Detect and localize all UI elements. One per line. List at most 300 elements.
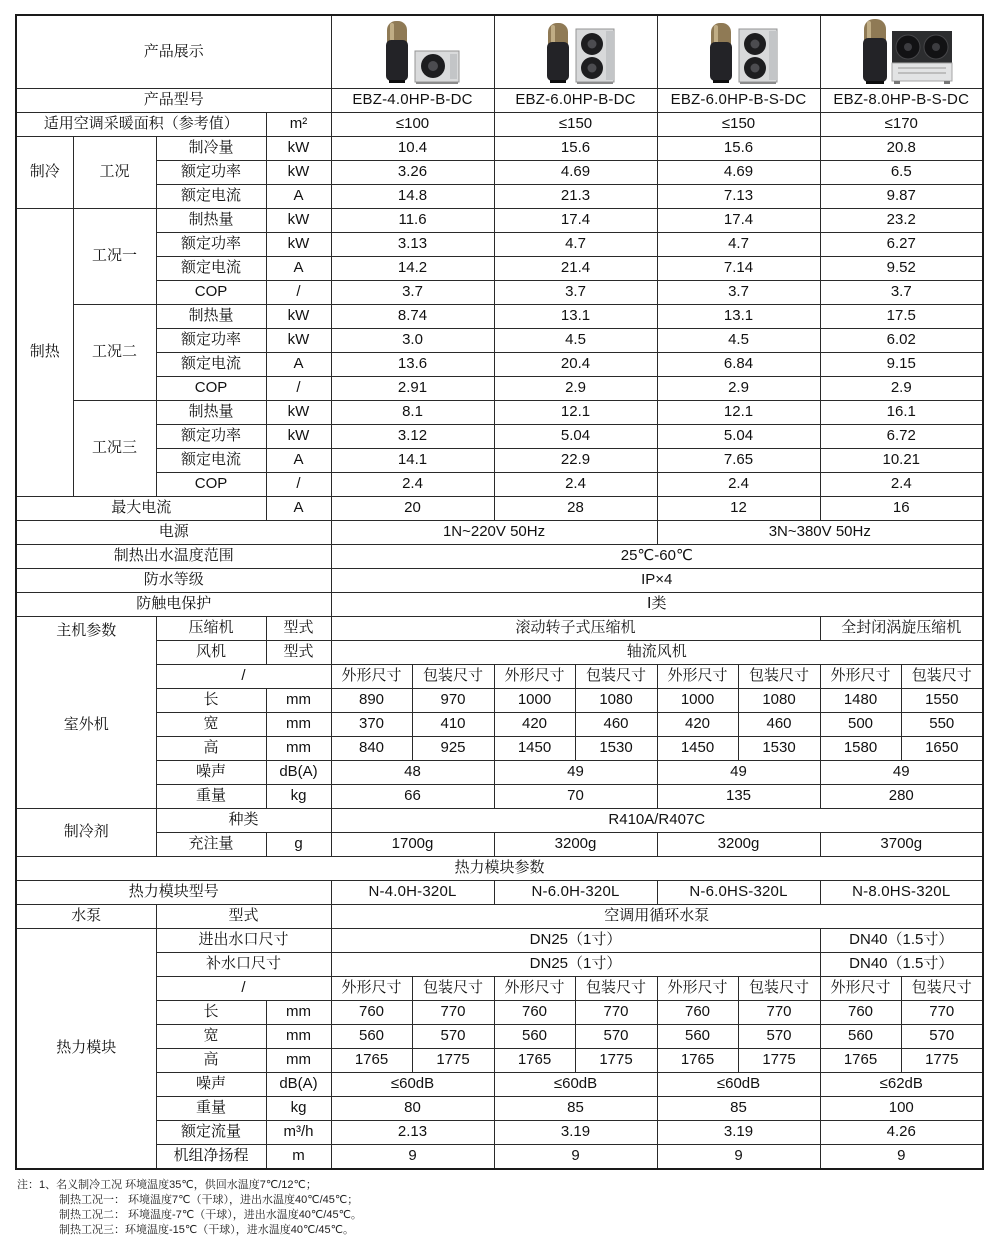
spec-value: 3.13 (331, 233, 494, 257)
table-row (16, 1025, 983, 1049)
spec-value: 9.52 (820, 257, 983, 281)
compressor-type-value: 滚动转子式压缩机 (331, 617, 820, 641)
spec-value: 20 (331, 497, 494, 521)
dim-value: 770 (901, 1001, 983, 1025)
refill-size-value-2: DN40（1.5寸） (820, 953, 983, 977)
dim-value: 1775 (575, 1049, 657, 1073)
table-row (16, 89, 983, 113)
compressor-type-label: 型式 (266, 617, 331, 641)
table-row (16, 113, 983, 137)
table-row (16, 785, 983, 809)
dim-header: 外形尺寸 (494, 665, 575, 689)
spec-unit: kW (266, 305, 331, 329)
table-row (16, 1097, 983, 1121)
spec-unit: mm (266, 1025, 331, 1049)
spec-unit: mm (266, 1001, 331, 1025)
spec-name: COP (156, 281, 266, 305)
product-spec-table (15, 14, 984, 1170)
net-head-label: 机组净扬程 (156, 1145, 266, 1170)
table-row (16, 161, 983, 185)
spec-name: 额定功率 (156, 329, 266, 353)
shock-protection-label: 防触电保护 (16, 593, 331, 617)
max-current-label: 最大电流 (16, 497, 266, 521)
cooling-condition-label: 工况 (73, 137, 156, 209)
note-line: 制热工况三：环境温度-15℃（干球），进水温度40℃/45℃。 (59, 1224, 354, 1236)
spec-unit: mm (266, 737, 331, 761)
dim-value: 1765 (494, 1049, 575, 1073)
table-row (16, 473, 983, 497)
heating-area-label: 适用空调采暖面积（参考值） (16, 113, 266, 137)
spec-name: 长 (156, 689, 266, 713)
spec-value: 2.9 (494, 377, 657, 401)
spec-value: 13.1 (657, 305, 820, 329)
spec-value: 85 (494, 1097, 657, 1121)
dim-value: 1765 (820, 1049, 901, 1073)
product-photo-tank-and-tall-outdoor-unit (516, 19, 636, 85)
table-row (16, 545, 983, 569)
table-row (16, 1121, 983, 1145)
spec-value: 8.1 (331, 401, 494, 425)
heating-area-value: ≤150 (494, 113, 657, 137)
dim-value: 770 (575, 1001, 657, 1025)
table-row (16, 929, 983, 953)
table-row (16, 353, 983, 377)
dim-value: 570 (738, 1025, 820, 1049)
dim-value: 1775 (901, 1049, 983, 1073)
spec-value: 14.1 (331, 449, 494, 473)
spec-value: 9 (331, 1145, 494, 1170)
fan-type-value: 轴流风机 (331, 641, 983, 665)
heating-area-unit: m² (266, 113, 331, 137)
noise-unit: dB(A) (266, 1073, 331, 1097)
thermal-model-label: 热力模块型号 (16, 881, 331, 905)
spec-value: 7.13 (657, 185, 820, 209)
pump-type-label: 型式 (156, 905, 331, 929)
table-row (16, 137, 983, 161)
spec-unit: kW (266, 137, 331, 161)
spec-value: 15.6 (494, 137, 657, 161)
spec-value: 6.02 (820, 329, 983, 353)
spec-value: 7.14 (657, 257, 820, 281)
fan-type-label: 型式 (266, 641, 331, 665)
refill-size-label: 补水口尺寸 (156, 953, 331, 977)
table-row (16, 257, 983, 281)
spec-value: ≤60dB (331, 1073, 494, 1097)
spec-value: 3.0 (331, 329, 494, 353)
product-photo-tank-and-compact-outdoor-unit (353, 19, 473, 85)
spec-unit: / (266, 377, 331, 401)
spec-value: 3700g (820, 833, 983, 857)
dim-value: 925 (412, 737, 494, 761)
dim-header: 包装尺寸 (738, 977, 820, 1001)
spec-name: COP (156, 377, 266, 401)
fan-label: 风机 (156, 641, 266, 665)
heating-condition-1-label: 工况一 (73, 209, 156, 305)
dim-header: 外形尺寸 (820, 977, 901, 1001)
spec-name: 额定功率 (156, 161, 266, 185)
spec-value: 100 (820, 1097, 983, 1121)
dim-value: 1775 (412, 1049, 494, 1073)
dim-value: 1000 (494, 689, 575, 713)
dim-value: 1480 (820, 689, 901, 713)
dim-header: 包装尺寸 (738, 665, 820, 689)
weight-label: 重量 (156, 785, 266, 809)
dim-value: 1580 (820, 737, 901, 761)
inlet-outlet-size-label: 进出水口尺寸 (156, 929, 331, 953)
spec-value: 17.4 (494, 209, 657, 233)
spec-name: 制冷量 (156, 137, 266, 161)
table-row (16, 15, 983, 89)
table-row (16, 305, 983, 329)
product-photo-tank-and-wide-outdoor-unit (836, 19, 966, 85)
spec-value: 14.2 (331, 257, 494, 281)
dim-value: 410 (412, 713, 494, 737)
noise-label: 噪声 (156, 1073, 266, 1097)
dim-value: 1530 (738, 737, 820, 761)
spec-value: ≤60dB (657, 1073, 820, 1097)
power-value-380v: 3N~380V 50Hz (657, 521, 983, 545)
power-value-220v: 1N~220V 50Hz (331, 521, 657, 545)
rated-flow-label: 额定流量 (156, 1121, 266, 1145)
spec-unit: / (266, 473, 331, 497)
table-row (16, 1001, 983, 1025)
table-row (16, 593, 983, 617)
spec-name: 制热量 (156, 401, 266, 425)
dim-header: 外形尺寸 (820, 665, 901, 689)
thermal-slash: / (156, 977, 331, 1001)
spec-unit: kW (266, 209, 331, 233)
spec-value: 9 (494, 1145, 657, 1170)
dim-header: 外形尺寸 (494, 977, 575, 1001)
dim-value: 1765 (657, 1049, 738, 1073)
spec-value: 3.19 (494, 1121, 657, 1145)
table-row (16, 713, 983, 737)
thermal-model-value: N-6.0H-320L (494, 881, 657, 905)
spec-value: 48 (331, 761, 494, 785)
dim-value: 370 (331, 713, 412, 737)
table-row (16, 377, 983, 401)
spec-value: 12 (657, 497, 820, 521)
spec-unit: kW (266, 233, 331, 257)
spec-value: 20.8 (820, 137, 983, 161)
spec-value: 21.4 (494, 257, 657, 281)
spec-unit: kW (266, 401, 331, 425)
inlet-outlet-size-value: DN25（1寸） (331, 929, 820, 953)
dim-value: 1530 (575, 737, 657, 761)
dim-value: 770 (412, 1001, 494, 1025)
spec-value: 2.91 (331, 377, 494, 401)
table-row (16, 329, 983, 353)
dim-header: 外形尺寸 (331, 665, 412, 689)
spec-value: 15.6 (657, 137, 820, 161)
spec-value: 3.26 (331, 161, 494, 185)
spec-value: 6.5 (820, 161, 983, 185)
note-line: 制热工况一： 环境温度7℃（干球），进出水温度40℃/45℃； (59, 1194, 359, 1206)
spec-unit: mm (266, 713, 331, 737)
dim-value: 1000 (657, 689, 738, 713)
spec-value: 4.5 (494, 329, 657, 353)
weight-unit: kg (266, 1097, 331, 1121)
dim-value: 1450 (657, 737, 738, 761)
spec-value: 3.7 (494, 281, 657, 305)
spec-value: 3.7 (820, 281, 983, 305)
weight-unit: kg (266, 785, 331, 809)
dim-value: 770 (738, 1001, 820, 1025)
dim-value: 560 (820, 1025, 901, 1049)
spec-value: 9 (657, 1145, 820, 1170)
table-row (16, 569, 983, 593)
spec-name: 额定功率 (156, 233, 266, 257)
product-model: EBZ-6.0HP-B-S-DC (657, 89, 820, 113)
pump-label: 水泵 (16, 905, 156, 929)
noise-unit: dB(A) (266, 761, 331, 785)
dim-value: 1080 (575, 689, 657, 713)
dim-header: 包装尺寸 (901, 977, 983, 1001)
spec-value: 6.72 (820, 425, 983, 449)
spec-name: 额定功率 (156, 425, 266, 449)
spec-value: 66 (331, 785, 494, 809)
spec-value: 4.5 (657, 329, 820, 353)
spec-value: 16 (820, 497, 983, 521)
spec-value: 4.7 (494, 233, 657, 257)
spec-value: 4.26 (820, 1121, 983, 1145)
dim-value: 1775 (738, 1049, 820, 1073)
spec-value: 11.6 (331, 209, 494, 233)
footnotes (17, 1178, 981, 1238)
spec-value: 70 (494, 785, 657, 809)
dim-value: 570 (901, 1025, 983, 1049)
spec-value: 7.65 (657, 449, 820, 473)
power-label: 电源 (16, 521, 331, 545)
table-row (16, 521, 983, 545)
thermal-model-value: N-6.0HS-320L (657, 881, 820, 905)
spec-value: 3200g (494, 833, 657, 857)
weight-label: 重量 (156, 1097, 266, 1121)
table-row (16, 881, 983, 905)
table-row (16, 1073, 983, 1097)
outdoor-unit-label: 室外机 (63, 715, 109, 733)
heating-section-label: 制热 (16, 209, 73, 497)
spec-value: 6.27 (820, 233, 983, 257)
compressor-type-value-2: 全封闭涡旋压缩机 (820, 617, 983, 641)
spec-unit: kW (266, 161, 331, 185)
dim-value: 890 (331, 689, 412, 713)
table-row (16, 209, 983, 233)
dim-header: 外形尺寸 (657, 665, 738, 689)
spec-value: 49 (494, 761, 657, 785)
dim-value: 760 (820, 1001, 901, 1025)
dim-header: 包装尺寸 (575, 665, 657, 689)
refrigerant-charge-unit: g (266, 833, 331, 857)
table-row (16, 737, 983, 761)
spec-value: 2.4 (657, 473, 820, 497)
net-head-unit: m (266, 1145, 331, 1170)
spec-value: 22.9 (494, 449, 657, 473)
table-row (16, 281, 983, 305)
spec-value: 3.19 (657, 1121, 820, 1145)
thermal-model-value: N-8.0HS-320L (820, 881, 983, 905)
dim-value: 420 (657, 713, 738, 737)
heating-area-value: ≤100 (331, 113, 494, 137)
inlet-outlet-size-value-2: DN40（1.5寸） (820, 929, 983, 953)
table-row (16, 857, 983, 881)
refrigerant-kind-value: R410A/R407C (331, 809, 983, 833)
spec-value: 20.4 (494, 353, 657, 377)
spec-name: 额定电流 (156, 257, 266, 281)
spec-unit: mm (266, 689, 331, 713)
waterproof-value: IP×4 (331, 569, 983, 593)
spec-value: 4.69 (494, 161, 657, 185)
spec-name: 制热量 (156, 209, 266, 233)
dim-value: 550 (901, 713, 983, 737)
spec-value: 6.84 (657, 353, 820, 377)
spec-value: 14.8 (331, 185, 494, 209)
dim-value: 760 (331, 1001, 412, 1025)
thermal-section-header: 热力模块参数 (16, 857, 983, 881)
spec-name: 额定电流 (156, 353, 266, 377)
spec-unit: mm (266, 1049, 331, 1073)
dim-value: 570 (575, 1025, 657, 1049)
table-row (16, 953, 983, 977)
table-row (16, 761, 983, 785)
spec-value: 3.12 (331, 425, 494, 449)
spec-name: 高 (156, 737, 266, 761)
spec-value: 8.74 (331, 305, 494, 329)
spec-value: 21.3 (494, 185, 657, 209)
dim-header: 包装尺寸 (575, 977, 657, 1001)
heating-condition-3-label: 工况三 (73, 401, 156, 497)
spec-unit: / (266, 281, 331, 305)
outlet-temp-value: 25℃-60℃ (331, 545, 983, 569)
refrigerant-charge-label: 充注量 (156, 833, 266, 857)
spec-value: 17.4 (657, 209, 820, 233)
spec-value: 17.5 (820, 305, 983, 329)
dim-value: 560 (494, 1025, 575, 1049)
dim-value: 570 (412, 1025, 494, 1049)
spec-value: 2.9 (820, 377, 983, 401)
spec-value: 9.87 (820, 185, 983, 209)
spec-unit: A (266, 449, 331, 473)
spec-unit: A (266, 185, 331, 209)
spec-value: 13.1 (494, 305, 657, 329)
spec-value: 5.04 (657, 425, 820, 449)
dim-value: 1450 (494, 737, 575, 761)
spec-name: 制热量 (156, 305, 266, 329)
max-current-unit: A (266, 497, 331, 521)
table-row (16, 425, 983, 449)
spec-value: ≤62dB (820, 1073, 983, 1097)
dim-header: 包装尺寸 (412, 665, 494, 689)
table-row (16, 665, 983, 689)
spec-value: 1700g (331, 833, 494, 857)
product-photo-tank-and-tall-outdoor-unit (679, 19, 799, 85)
spec-name: 额定电流 (156, 449, 266, 473)
table-row (16, 1145, 983, 1170)
spec-value: 280 (820, 785, 983, 809)
table-row (16, 497, 983, 521)
shock-protection-value: Ⅰ类 (331, 593, 983, 617)
dim-value: 1080 (738, 689, 820, 713)
product-model: EBZ-6.0HP-B-DC (494, 89, 657, 113)
spec-value: 85 (657, 1097, 820, 1121)
dim-value: 760 (494, 1001, 575, 1025)
table-row (16, 809, 983, 833)
spec-value: 49 (820, 761, 983, 785)
spec-value: 10.21 (820, 449, 983, 473)
rated-flow-unit: m³/h (266, 1121, 331, 1145)
dim-value: 460 (738, 713, 820, 737)
spec-value: 16.1 (820, 401, 983, 425)
spec-value: 2.4 (494, 473, 657, 497)
dim-value: 1550 (901, 689, 983, 713)
dim-value: 840 (331, 737, 412, 761)
refrigerant-label: 制冷剂 (16, 809, 156, 857)
spec-unit: kW (266, 425, 331, 449)
dim-value: 1650 (901, 737, 983, 761)
spec-unit: A (266, 257, 331, 281)
outdoor-slash: / (156, 665, 331, 689)
spec-value: 49 (657, 761, 820, 785)
spec-value: 28 (494, 497, 657, 521)
heating-area-value: ≤170 (820, 113, 983, 137)
dim-header: 包装尺寸 (412, 977, 494, 1001)
table-row (16, 833, 983, 857)
spec-name: 高 (156, 1049, 266, 1073)
table-row (16, 689, 983, 713)
spec-value: 2.4 (331, 473, 494, 497)
refrigerant-kind-label: 种类 (156, 809, 331, 833)
spec-value: 10.4 (331, 137, 494, 161)
waterproof-label: 防水等级 (16, 569, 331, 593)
spec-value: 12.1 (657, 401, 820, 425)
thermal-module-label: 热力模块 (16, 929, 156, 1170)
thermal-model-value: N-4.0H-320L (331, 881, 494, 905)
outlet-temp-label: 制热出水温度范围 (16, 545, 331, 569)
spec-name: 长 (156, 1001, 266, 1025)
dim-value: 1765 (331, 1049, 412, 1073)
table-row (16, 233, 983, 257)
spec-value: 5.04 (494, 425, 657, 449)
table-row (16, 641, 983, 665)
heating-area-value: ≤150 (657, 113, 820, 137)
heating-condition-2-label: 工况二 (73, 305, 156, 401)
spec-unit: A (266, 353, 331, 377)
product-photo-cell-3 (657, 15, 820, 89)
spec-value: 9.15 (820, 353, 983, 377)
cooling-section-label: 制冷 (16, 137, 73, 209)
product-model: EBZ-8.0HP-B-S-DC (820, 89, 983, 113)
dim-header: 外形尺寸 (657, 977, 738, 1001)
product-model-label: 产品型号 (16, 89, 331, 113)
mainframe-params-label: 主机参数 (56, 622, 117, 640)
dim-value: 760 (657, 1001, 738, 1025)
spec-value: 4.69 (657, 161, 820, 185)
product-photo-cell-1 (331, 15, 494, 89)
pump-type-value: 空调用循环水泵 (331, 905, 983, 929)
spec-name: 额定电流 (156, 185, 266, 209)
dim-value: 500 (820, 713, 901, 737)
product-photo-cell-4 (820, 15, 983, 89)
spec-value: 2.4 (820, 473, 983, 497)
spec-value: 4.7 (657, 233, 820, 257)
spec-value: 23.2 (820, 209, 983, 233)
product-display-label: 产品展示 (16, 15, 331, 89)
dim-value: 560 (657, 1025, 738, 1049)
spec-value: 12.1 (494, 401, 657, 425)
spec-value: 2.9 (657, 377, 820, 401)
table-row (16, 1049, 983, 1073)
table-row (16, 977, 983, 1001)
